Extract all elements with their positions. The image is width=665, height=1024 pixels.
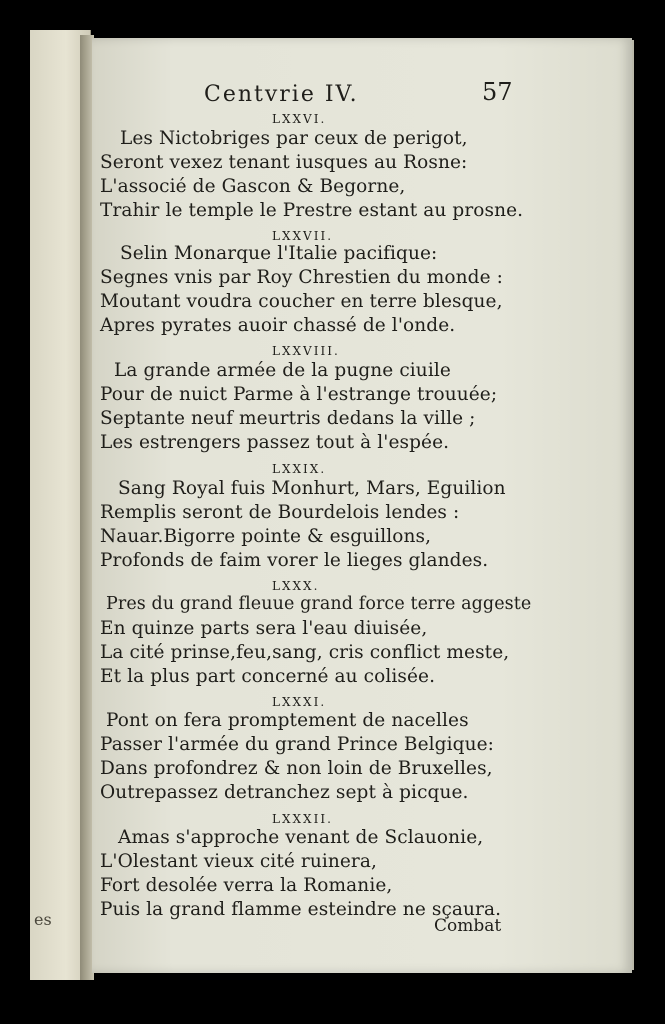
verse-line: Pour de nuict Parme à l'estrange trouuée; xyxy=(100,384,498,405)
quatrain-number: LXXX. xyxy=(272,579,320,593)
verse-line: Sang Royal fuis Monhurt, Mars, Eguilion xyxy=(118,478,506,499)
quatrain-number: LXXIX. xyxy=(272,462,327,476)
quatrain-number: LXXVII. xyxy=(272,229,334,243)
verse-line: Les Nictobriges par ceux de perigot, xyxy=(120,128,468,149)
book-page xyxy=(92,38,632,973)
verse-line: Pont on fera promptement de nacelles xyxy=(106,710,469,731)
verse-line: Et la plus part concerné au colisée. xyxy=(100,666,436,687)
page-number: 57 xyxy=(482,78,513,106)
verse-line: L'Olestant vieux cité ruinera, xyxy=(100,851,377,872)
verse-line: Remplis seront de Bourdelois lendes : xyxy=(100,502,460,523)
verse-line: Pres du grand fleuue grand force terre aggeste xyxy=(106,594,532,614)
verse-line: Septante neuf meurtris dedans la ville ; xyxy=(100,408,476,429)
verse-line: La cité prinse,feu,sang, cris conflict meste, xyxy=(100,642,510,663)
verse-line: Les estrengers passez tout à l'espée. xyxy=(100,432,450,453)
quatrain-number: LXXVI. xyxy=(272,112,327,126)
verse-line: Trahir le temple le Prestre estant au prosne. xyxy=(100,200,524,221)
verse-line: Amas s'approche venant de Sclauonie, xyxy=(118,827,484,848)
verse-line: Selin Monarque l'Italie pacifique: xyxy=(120,243,438,264)
verse-line: Dans profondrez & non loin de Bruxelles, xyxy=(100,758,493,779)
verse-line: Nauar.Bigorre pointe & esguillons, xyxy=(100,526,432,547)
verse-line: Apres pyrates auoir chassé de l'onde. xyxy=(100,315,456,336)
verse-line: La grande armée de la pugne ciuile xyxy=(114,360,451,381)
quatrain-number: LXXXI. xyxy=(272,695,327,709)
facing-page-text: es xyxy=(34,910,52,929)
verse-line: Fort desolée verra la Romanie, xyxy=(100,875,393,896)
verse-line: Moutant voudra coucher en terre blesque, xyxy=(100,291,503,312)
quatrain-number: LXXXII. xyxy=(272,812,333,826)
running-title: Centvrie IV. xyxy=(204,82,359,107)
quatrain-number: LXXVIII. xyxy=(272,344,340,358)
verse-line: Profonds de faim vorer le lieges glandes. xyxy=(100,550,489,571)
verse-line: Segnes vnis par Roy Chrestien du monde : xyxy=(100,267,503,288)
verse-line: Outrepassez detranchez sept à picque. xyxy=(100,782,469,803)
verse-line: Passer l'armée du grand Prince Belgique: xyxy=(100,734,494,755)
verse-line: En quinze parts sera l'eau diuisée, xyxy=(100,618,428,639)
catchword: Combat xyxy=(434,916,502,936)
verse-line: L'associé de Gascon & Begorne, xyxy=(100,176,406,197)
verse-line: Puis la grand flamme esteindre ne sçaura. xyxy=(100,899,502,920)
verse-line: Seront vexez tenant iusques au Rosne: xyxy=(100,152,468,173)
